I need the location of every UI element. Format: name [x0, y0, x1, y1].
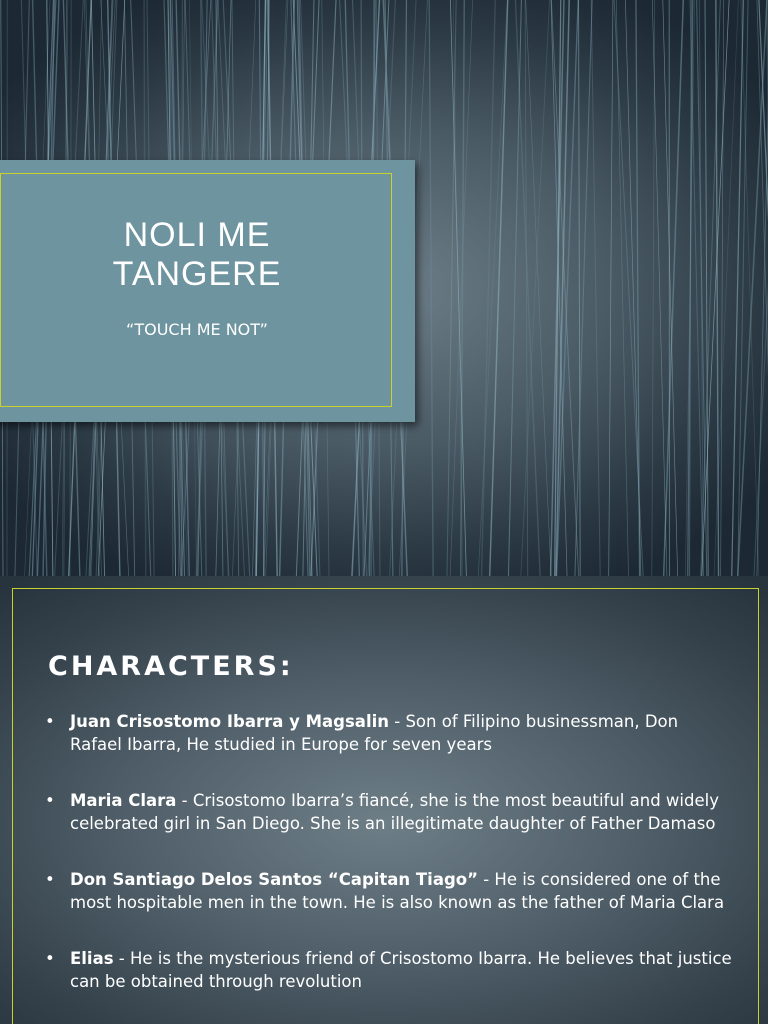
slide-title — [0, 216, 404, 294]
pattern-line — [521, 0, 550, 576]
character-name: Maria Clara — [70, 791, 177, 810]
pattern-line — [447, 0, 456, 576]
pattern-line — [481, 0, 495, 576]
pattern-line — [625, 0, 641, 576]
characters-slide — [0, 576, 768, 1024]
character-name: Elias — [70, 949, 114, 968]
pattern-line — [490, 0, 508, 576]
pattern-line — [575, 0, 592, 576]
slide-subtitle: “TOUCH ME NOT” — [126, 320, 268, 339]
bullet-icon: • — [45, 870, 55, 889]
list-item — [45, 868, 735, 914]
character-description: - He is considered one of the most hospitable men in the town. He is also known as the father of Maria Clara — [70, 870, 725, 912]
pattern-line — [616, 0, 628, 576]
pattern-line — [579, 0, 581, 576]
pattern-line — [429, 0, 433, 576]
character-description: - Crisostomo Ibarra’s fiancé, she is the most beautiful and widely celebrated girl in San Diego. She is an illegitimate daughter of Father Damaso — [70, 791, 719, 833]
slide-title-line1: NOLI ME — [123, 216, 271, 254]
character-description: - He is the mysterious friend of Crisostomo Ibarra. He believes that justice can be obtained through revolution — [70, 949, 732, 991]
bullet-icon: • — [45, 712, 55, 731]
pattern-line — [663, 0, 683, 576]
pattern-line — [614, 0, 643, 576]
list-item — [45, 947, 735, 993]
bullet-icon: • — [45, 949, 55, 968]
character-description: - Son of Filipino businessman, Don Rafael Ibarra, He studied in Europe for seven years — [70, 712, 679, 754]
list-item — [45, 710, 735, 756]
pattern-line — [609, 0, 613, 576]
character-name: Don Santiago Delos Santos “Capitan Tiago” — [70, 870, 478, 889]
characters-list — [45, 710, 735, 1024]
slide-title-line2: TANGERE — [112, 255, 282, 293]
characters-heading: CHARACTERS: — [48, 651, 294, 682]
title-box — [0, 160, 415, 422]
pattern-line — [591, 0, 600, 576]
pattern-line — [741, 0, 759, 576]
bullet-icon: • — [45, 791, 55, 810]
pattern-line — [721, 0, 724, 576]
list-item — [45, 789, 735, 835]
pattern-line — [526, 0, 552, 576]
character-name: Juan Crisostomo Ibarra y Magsalin — [70, 712, 390, 731]
pattern-line — [759, 0, 768, 576]
